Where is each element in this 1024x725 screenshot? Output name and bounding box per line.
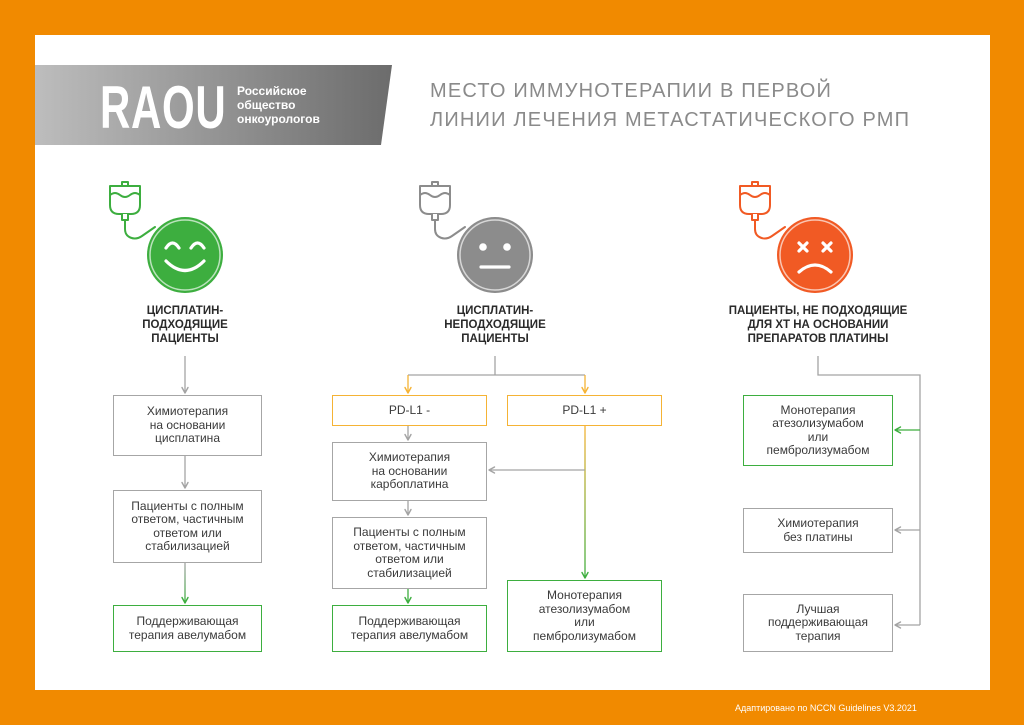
page-title — [430, 77, 910, 135]
logo-org-line: общество — [237, 98, 296, 112]
source-note: Адаптировано по NCCN Guidelines V3.2021 — [735, 703, 917, 713]
happy-face-icon — [147, 217, 223, 293]
box-cisplatin-chemo: Химиотерапия на основании цисплатина — [113, 395, 262, 456]
box-best-supportive-care: Лучшая поддерживающая терапия — [743, 594, 893, 652]
box-col2-maintenance: Поддерживающая терапия авелумабом — [332, 605, 487, 652]
box-col3-monotherapy: Монотерапия атезолизумабом или пембролизумабом — [743, 395, 893, 466]
heading-cisplatin-eligible: ЦИСПЛАТИН- ПОДХОДЯЩИЕ ПАЦИЕНТЫ — [142, 305, 228, 345]
box-col1-maintenance: Поддерживающая терапия авелумабом — [113, 605, 262, 652]
iv-drip-icon — [110, 182, 155, 238]
box-col2-response: Пациенты с полным ответом, частичным ответом или стабилизацией — [332, 517, 487, 589]
title-line: МЕСТО ИММУНОТЕРАПИИ В ПЕРВОЙ — [430, 80, 833, 102]
neutral-face-icon — [457, 217, 533, 293]
heading-cisplatin-ineligible: ЦИСПЛАТИН- НЕПОДХОДЯЩИЕ ПАЦИЕНТЫ — [444, 305, 546, 345]
logo-org-line: онкоурологов — [237, 112, 320, 126]
iv-drip-icon — [740, 182, 785, 238]
box-col1-response: Пациенты с полным ответом, частичным ответом или стабилизацией — [113, 490, 262, 563]
box-pdl1-positive: PD-L1 + — [507, 395, 662, 426]
box-carboplatin-chemo: Химиотерапия на основании карбоплатина — [332, 442, 487, 501]
platinum-unfit-icons — [740, 182, 853, 293]
title-line: ЛИНИИ ЛЕЧЕНИЯ МЕТАСТАТИЧЕСКОГО РМП — [430, 109, 911, 131]
box-non-platinum-chemo: Химиотерапия без платины — [743, 508, 893, 553]
box-pdl1-negative: PD-L1 - — [332, 395, 487, 426]
logo-org-name — [237, 84, 320, 126]
cisplatin-ineligible-icons — [420, 182, 533, 293]
box-col2-monotherapy: Монотерапия атезолизумабом или пембролизумабом — [507, 580, 662, 652]
heading-platinum-unfit: ПАЦИЕНТЫ, НЕ ПОДХОДЯЩИЕ ДЛЯ ХТ НА ОСНОВАНИИ ПРЕПАРАТОВ ПЛАТИНЫ — [728, 305, 908, 345]
cisplatin-eligible-icons — [110, 182, 223, 293]
iv-drip-icon — [420, 182, 465, 238]
sad-face-icon — [777, 217, 853, 293]
logo-org-line: Российское — [237, 84, 307, 98]
logo-mark: RAOU — [100, 74, 227, 141]
